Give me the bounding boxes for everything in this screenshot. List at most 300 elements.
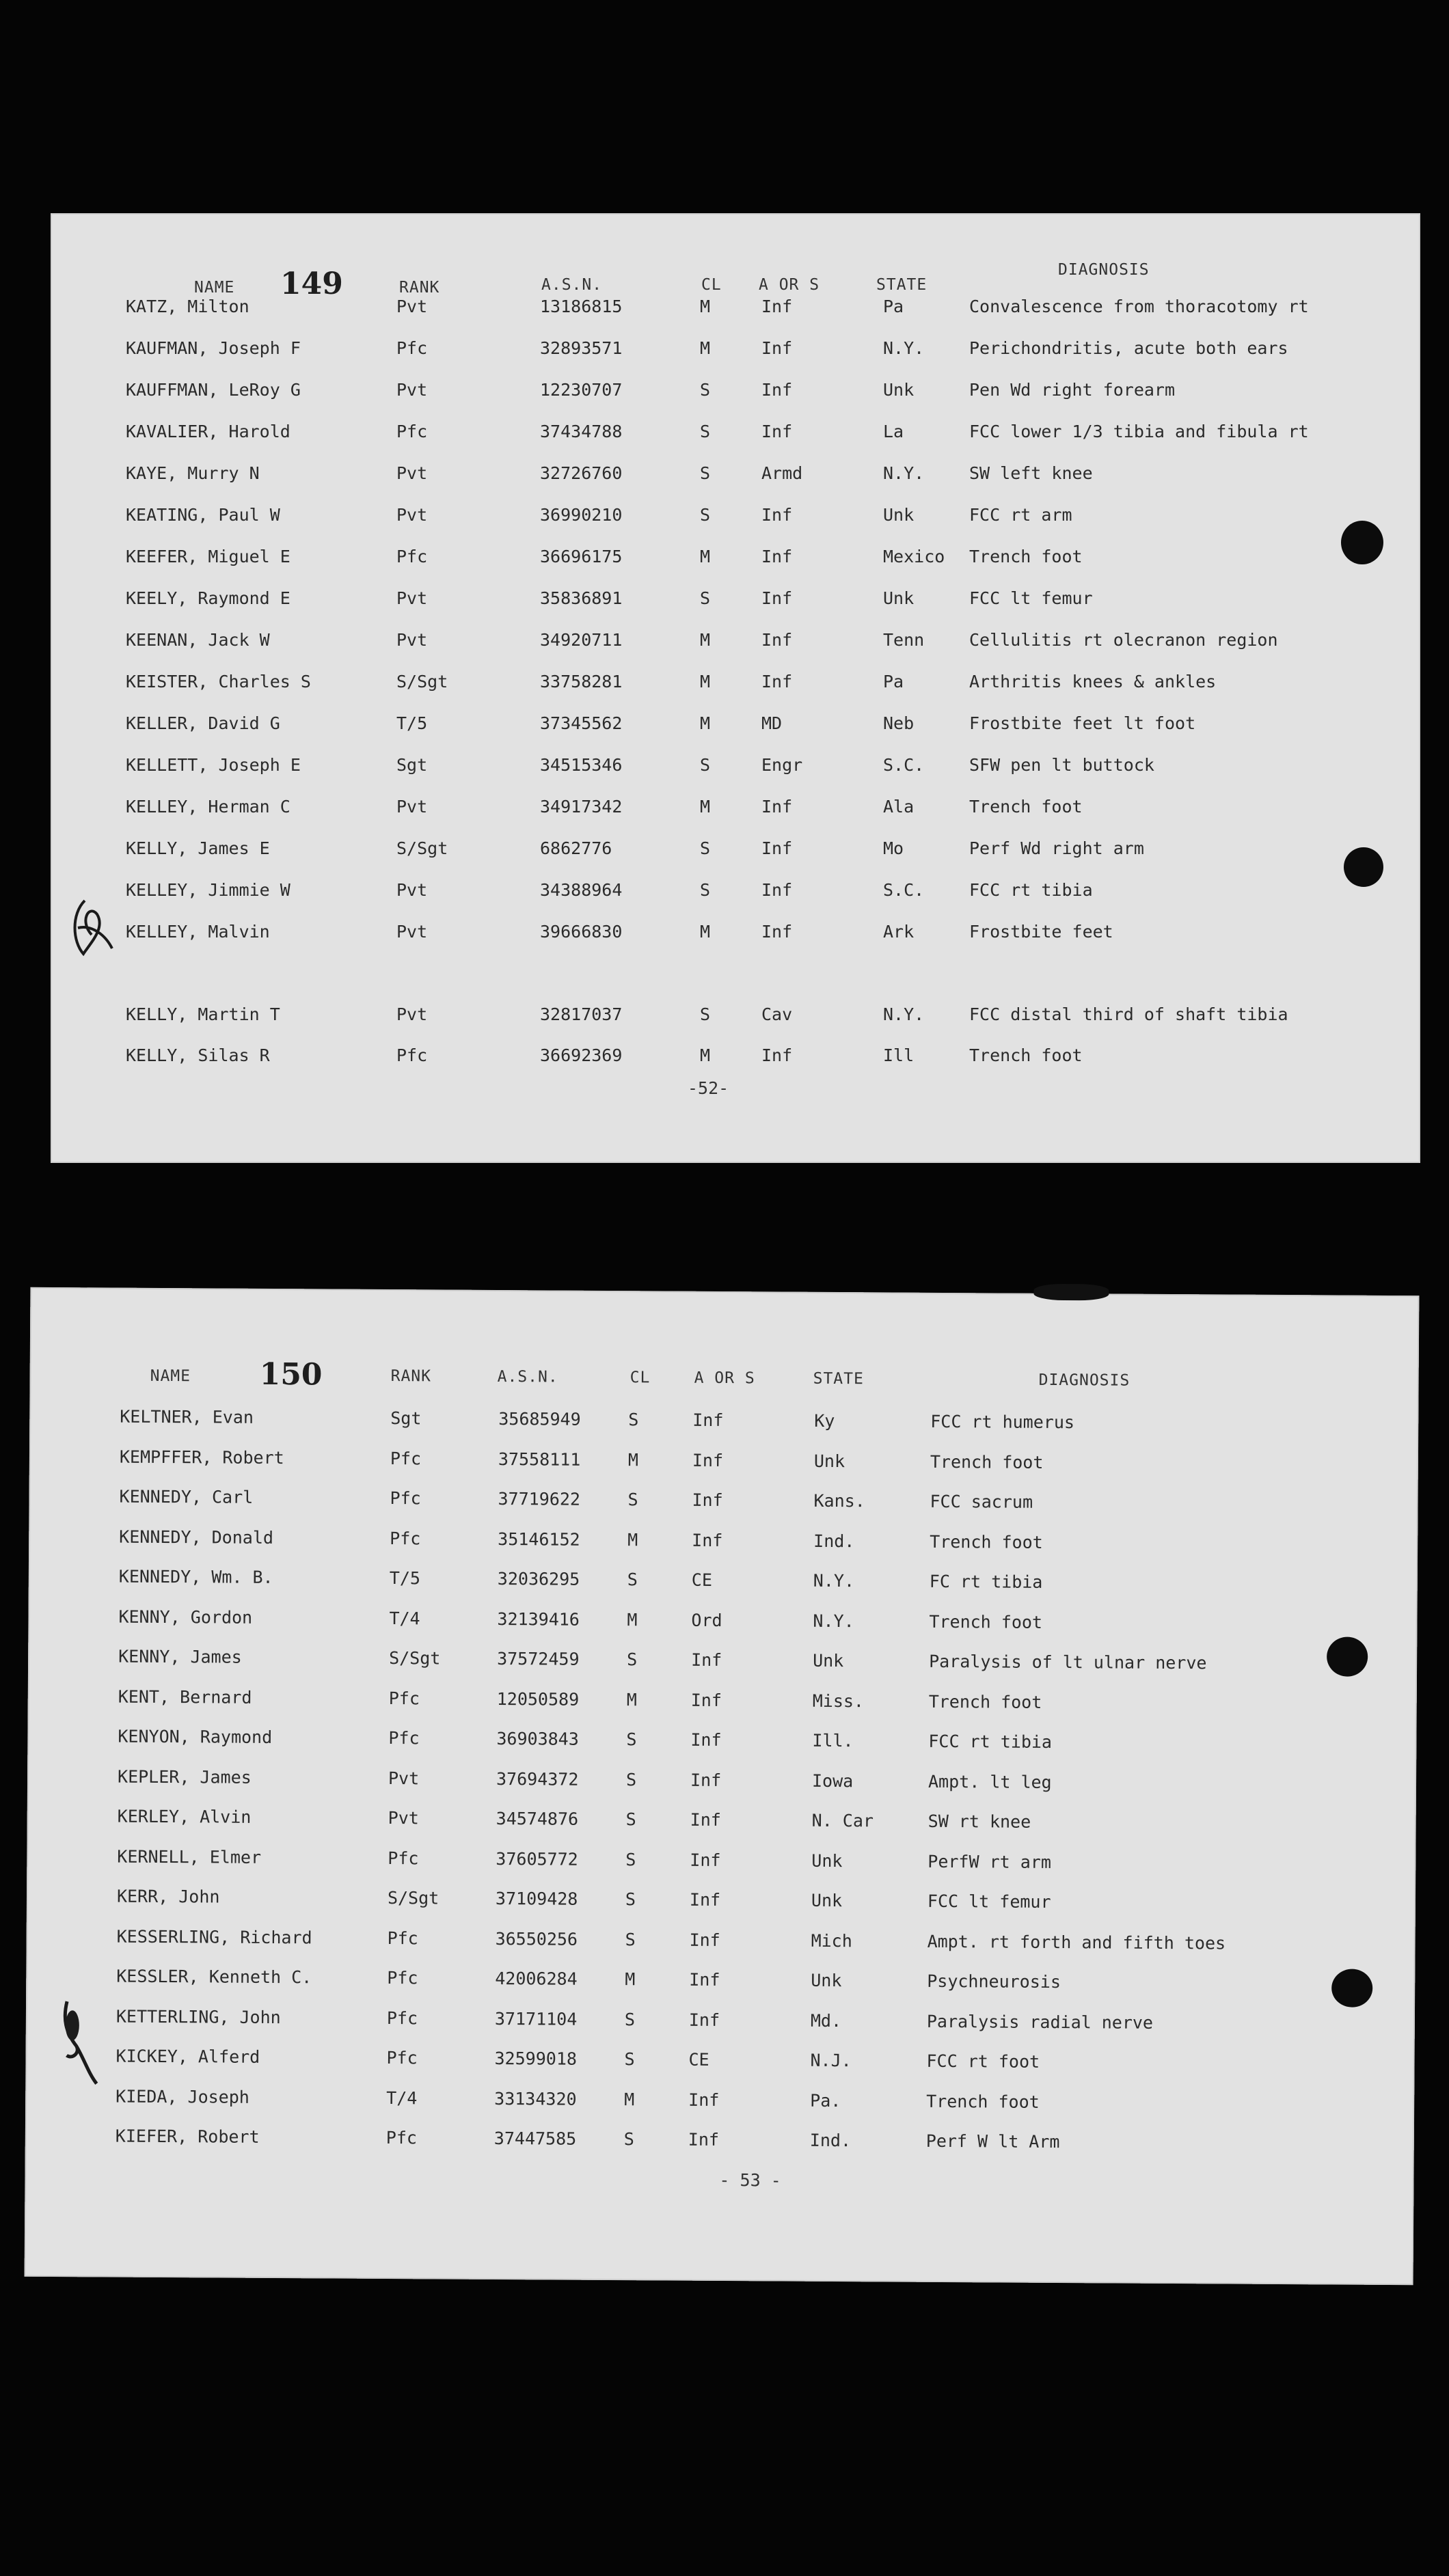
arm-or-service-cell: Inf xyxy=(690,1729,722,1750)
table-row xyxy=(27,1846,1416,1881)
patient-name-cell: KENNEDY, Donald xyxy=(119,1526,274,1548)
diagnosis-cell: SFW pen lt buttock xyxy=(969,755,1154,775)
state-cell: Neb xyxy=(883,713,915,733)
patient-name-cell: KIEDA, Joseph xyxy=(116,2086,249,2107)
class-cell: M xyxy=(700,547,711,566)
state-cell: La xyxy=(883,422,904,441)
class-cell: M xyxy=(700,297,711,316)
class-cell: S xyxy=(626,1729,637,1750)
diagnosis-cell: Pen Wd right forearm xyxy=(969,380,1176,400)
column-header-rank: RANK xyxy=(390,1367,432,1386)
rank-cell: T/5 xyxy=(389,1568,421,1589)
rank-cell: Pfc xyxy=(388,1688,420,1708)
patient-name-cell: KERLEY, Alvin xyxy=(117,1806,252,1827)
table-row xyxy=(27,1766,1416,1801)
army-serial-number-cell: 35836891 xyxy=(540,588,623,608)
diagnosis-cell: Trench foot xyxy=(969,797,1083,817)
arm-or-service-cell: Inf xyxy=(688,2010,720,2030)
diagnosis-cell: PerfW rt arm xyxy=(927,1851,1052,1872)
arm-or-service-cell: Inf xyxy=(689,1969,720,1990)
punch-hole-mark xyxy=(1344,847,1383,887)
class-cell: S xyxy=(700,588,711,608)
table-row xyxy=(51,672,1420,699)
diagnosis-cell: Trench foot xyxy=(926,2091,1040,2112)
arm-or-service-cell: Inf xyxy=(761,297,793,316)
army-serial-number-cell: 35146152 xyxy=(498,1529,580,1550)
army-serial-number-cell: 33134320 xyxy=(494,2088,577,2109)
arm-or-service-cell: Inf xyxy=(688,2129,720,2150)
state-cell: Ill xyxy=(883,1045,915,1065)
rank-cell: Pvt xyxy=(396,297,428,316)
arm-or-service-cell: Inf xyxy=(690,1850,721,1870)
state-cell: Unk xyxy=(813,1650,844,1671)
diagnosis-cell: FCC distal third of shaft tibia xyxy=(969,1004,1288,1024)
diagnosis-cell: FCC lower 1/3 tibia and fibula rt xyxy=(969,422,1309,441)
patient-name-cell: KAYE, Murry N xyxy=(126,463,260,483)
table-row xyxy=(51,1004,1420,1032)
diagnosis-cell: Cellulitis rt olecranon region xyxy=(969,630,1278,650)
state-cell: N.Y. xyxy=(883,463,925,483)
arm-or-service-cell: Inf xyxy=(689,1930,720,1950)
state-cell: Pa xyxy=(883,297,904,316)
patient-name-cell: KETTERLING, John xyxy=(116,2006,281,2027)
state-cell: Pa. xyxy=(810,2090,841,2111)
rank-cell: Pvt xyxy=(396,505,428,525)
patient-name-cell: KENNEDY, Carl xyxy=(119,1486,254,1507)
patient-name-cell: KESSLER, Kenneth C. xyxy=(116,1966,312,1988)
class-cell: S xyxy=(623,2129,634,2150)
class-cell: M xyxy=(700,672,711,691)
punch-hole-mark xyxy=(1331,1969,1372,2007)
patient-name-cell: KEEFER, Miguel E xyxy=(126,547,290,566)
patient-name-cell: KEELY, Raymond E xyxy=(126,588,290,608)
rank-cell: Sgt xyxy=(390,1408,422,1429)
arm-or-service-cell: Inf xyxy=(761,338,793,358)
rank-cell: Pfc xyxy=(390,1488,421,1509)
punch-hole-mark xyxy=(1341,521,1383,564)
class-cell: S xyxy=(700,1004,711,1024)
arm-or-service-cell: Inf xyxy=(689,1889,721,1910)
army-serial-number-cell: 34917342 xyxy=(540,797,623,817)
table-row xyxy=(51,297,1420,324)
patient-name-cell: KESSERLING, Richard xyxy=(116,1926,312,1947)
state-cell: Pa xyxy=(883,672,904,691)
arm-or-service-cell: Inf xyxy=(761,880,793,900)
table-row xyxy=(51,422,1420,449)
class-cell: S xyxy=(625,1809,636,1830)
state-cell: Mexico xyxy=(883,547,945,566)
column-header-cl: CL xyxy=(629,1369,651,1387)
state-cell: S.C. xyxy=(883,880,925,900)
army-serial-number-cell: 32036295 xyxy=(497,1568,580,1589)
army-serial-number-cell: 39666830 xyxy=(540,922,623,942)
rank-cell: S/Sgt xyxy=(387,1888,439,1908)
column-header-asn: A.S.N. xyxy=(541,276,603,294)
diagnosis-cell: FCC sacrum xyxy=(930,1491,1033,1512)
rank-cell: Pvt xyxy=(396,588,428,608)
rank-cell: Pvt xyxy=(388,1768,420,1788)
diagnosis-cell: FCC rt tibia xyxy=(969,880,1093,900)
patient-name-cell: KEENAN, Jack W xyxy=(126,630,270,650)
page-footer: - 53 - xyxy=(719,2169,781,2191)
rank-cell: Pvt xyxy=(396,463,428,483)
table-row xyxy=(51,630,1420,657)
arm-or-service-cell: Inf xyxy=(688,2089,720,2110)
state-cell: N.Y. xyxy=(883,338,925,358)
state-cell: Tenn xyxy=(883,630,925,650)
army-serial-number-cell: 37434788 xyxy=(540,422,623,441)
table-row xyxy=(51,547,1420,574)
table-row xyxy=(51,505,1420,532)
diagnosis-cell: FCC rt foot xyxy=(926,2051,1040,2072)
army-serial-number-cell: 32139416 xyxy=(497,1608,580,1630)
army-serial-number-cell: 37447585 xyxy=(493,2128,577,2149)
army-serial-number-cell: 36903843 xyxy=(496,1728,579,1749)
state-cell: Ill. xyxy=(812,1730,854,1751)
diagnosis-cell: SW left knee xyxy=(969,463,1093,483)
table-row xyxy=(29,1406,1418,1442)
punch-hole-mark xyxy=(1327,1636,1368,1676)
diagnosis-cell: Trench foot xyxy=(929,1611,1043,1632)
table-row xyxy=(51,463,1420,491)
arm-or-service-cell: Inf xyxy=(761,380,793,400)
diagnosis-cell: Trench foot xyxy=(969,547,1083,566)
rank-cell: S/Sgt xyxy=(396,672,448,691)
column-header-name: NAME xyxy=(150,1367,191,1386)
column-header-state: STATE xyxy=(876,276,927,294)
army-serial-number-cell: 36990210 xyxy=(540,505,623,525)
rank-cell: Pfc xyxy=(396,422,428,441)
pencil-scribble-mark xyxy=(64,894,119,962)
diagnosis-cell: Ampt. lt leg xyxy=(927,1771,1052,1792)
arm-or-service-cell: Inf xyxy=(692,1410,724,1431)
army-serial-number-cell: 32726760 xyxy=(540,463,623,483)
column-header-diagnosis: DIAGNOSIS xyxy=(1038,1371,1130,1390)
patient-name-cell: KAUFMAN, Joseph F xyxy=(126,338,301,358)
state-cell: Miss. xyxy=(812,1690,865,1711)
class-cell: S xyxy=(625,1849,636,1869)
class-cell: S xyxy=(627,1649,638,1670)
class-cell: M xyxy=(700,630,711,650)
patient-name-cell: KAVALIER, Harold xyxy=(126,422,290,441)
rank-cell: Pfc xyxy=(396,547,428,566)
patient-name-cell: KAUFFMAN, LeRoy G xyxy=(126,380,301,400)
rank-cell: S/Sgt xyxy=(389,1648,441,1669)
state-cell: N. Car xyxy=(811,1810,874,1831)
state-cell: Unk xyxy=(811,1850,843,1871)
table-row xyxy=(28,1606,1417,1641)
army-serial-number-cell: 34574876 xyxy=(496,1808,579,1829)
state-cell: Unk xyxy=(811,1970,842,1991)
army-serial-number-cell: 32817037 xyxy=(540,1004,623,1024)
patient-name-cell: KATZ, Milton xyxy=(126,297,249,316)
diagnosis-cell: Arthritis knees & ankles xyxy=(969,672,1217,691)
class-cell: S xyxy=(700,838,711,858)
rank-cell: Pvt xyxy=(396,630,428,650)
rank-cell: Pvt xyxy=(396,380,428,400)
state-cell: Unk xyxy=(813,1451,845,1471)
rank-cell: Pfc xyxy=(396,338,428,358)
state-cell: N.Y. xyxy=(813,1611,854,1631)
diagnosis-cell: Paralysis of lt ulnar nerve xyxy=(929,1651,1207,1673)
arm-or-service-cell: Cav xyxy=(761,1004,793,1024)
arm-or-service-cell: Engr xyxy=(761,755,803,775)
patient-name-cell: KENNY, James xyxy=(118,1646,242,1667)
army-serial-number-cell: 36692369 xyxy=(540,1045,623,1065)
record-card-page-53 xyxy=(25,1287,1420,2285)
state-cell: Ky xyxy=(814,1410,835,1431)
table-row xyxy=(29,1526,1418,1561)
page-footer: -52- xyxy=(688,1078,729,1098)
state-cell: N.Y. xyxy=(813,1570,855,1591)
table-row xyxy=(27,1726,1416,1762)
state-cell: Mich xyxy=(811,1930,852,1951)
diagnosis-cell: SW rt knee xyxy=(927,1811,1031,1832)
class-cell: S xyxy=(627,1490,638,1510)
diagnosis-cell: Perichondritis, acute both ears xyxy=(969,338,1288,358)
arm-or-service-cell: Inf xyxy=(761,547,793,566)
rank-cell: Pvt xyxy=(388,1808,419,1828)
army-serial-number-cell: 12050589 xyxy=(496,1688,580,1710)
state-cell: Unk xyxy=(883,380,915,400)
state-cell: Unk xyxy=(811,1890,843,1911)
column-header-a-or-s: A OR S xyxy=(759,276,820,294)
rank-cell: Pfc xyxy=(388,1728,420,1749)
table-row xyxy=(51,588,1420,616)
rank-cell: T/5 xyxy=(396,713,428,733)
arm-or-service-cell: Ord xyxy=(691,1610,722,1630)
patient-name-cell: KELTNER, Evan xyxy=(120,1406,254,1427)
rank-cell: Pfc xyxy=(396,1045,428,1065)
patient-name-cell: KELLY, Silas R xyxy=(126,1045,270,1065)
table-row xyxy=(51,338,1420,366)
table-row xyxy=(29,1486,1418,1522)
arm-or-service-cell: Inf xyxy=(690,1690,722,1710)
patient-name-cell: KENYON, Raymond xyxy=(118,1726,273,1747)
army-serial-number-cell: 34388964 xyxy=(540,880,623,900)
column-header-state: STATE xyxy=(813,1369,864,1388)
diagnosis-cell: FCC lt femur xyxy=(969,588,1093,608)
table-row xyxy=(26,1926,1415,1961)
rank-cell: Pfc xyxy=(386,2048,418,2068)
army-serial-number-cell: 37572459 xyxy=(497,1648,580,1669)
diagnosis-cell: Paralysis radial nerve xyxy=(926,2011,1154,2033)
diagnosis-cell: Psychneurosis xyxy=(927,1971,1061,1992)
patient-name-cell: KEATING, Paul W xyxy=(126,505,280,525)
army-serial-number-cell: 34920711 xyxy=(540,630,623,650)
page-number: 149 xyxy=(280,266,343,301)
column-header-name: NAME xyxy=(194,279,235,297)
table-row xyxy=(51,922,1420,949)
state-cell: Ala xyxy=(883,797,915,817)
torn-edge-mark xyxy=(1033,1284,1109,1301)
class-cell: S xyxy=(700,422,711,441)
arm-or-service-cell: Inf xyxy=(690,1809,721,1830)
army-serial-number-cell: 13186815 xyxy=(540,297,623,316)
arm-or-service-cell: CE xyxy=(688,2049,709,2070)
table-row xyxy=(51,797,1420,824)
table-row xyxy=(28,1646,1417,1682)
diagnosis-cell: Frostbite feet lt foot xyxy=(969,713,1196,733)
arm-or-service-cell: Armd xyxy=(761,463,803,483)
table-row xyxy=(25,2046,1414,2081)
state-cell: Mo xyxy=(883,838,904,858)
class-cell: M xyxy=(624,2089,635,2109)
arm-or-service-cell: Inf xyxy=(761,838,793,858)
patient-name-cell: KEPLER, James xyxy=(117,1766,252,1787)
class-cell: S xyxy=(625,1929,636,1949)
rank-cell: Pvt xyxy=(396,880,428,900)
diagnosis-cell: Ampt. rt forth and fifth toes xyxy=(927,1931,1226,1954)
table-row xyxy=(27,1886,1416,1921)
patient-name-cell: KENT, Bernard xyxy=(118,1686,252,1708)
state-cell: Ark xyxy=(883,922,915,942)
page-number: 150 xyxy=(259,1356,323,1393)
patient-name-cell: KELLY, James E xyxy=(126,838,270,858)
army-serial-number-cell: 36550256 xyxy=(495,1928,578,1949)
class-cell: M xyxy=(625,1969,636,1990)
state-cell: Unk xyxy=(883,588,915,608)
table-row xyxy=(26,2005,1415,2041)
patient-name-cell: KICKEY, Alferd xyxy=(116,2046,260,2067)
army-serial-number-cell: 37558111 xyxy=(498,1449,581,1470)
patient-name-cell: KENNY, Gordon xyxy=(118,1606,253,1628)
state-cell: Md. xyxy=(810,2010,842,2031)
army-serial-number-cell: 37694372 xyxy=(496,1768,579,1790)
patient-name-cell: KEMPFFER, Robert xyxy=(119,1447,284,1468)
army-serial-number-cell: 37605772 xyxy=(496,1848,578,1869)
patient-name-cell: KELLETT, Joseph E xyxy=(126,755,301,775)
army-serial-number-cell: 33758281 xyxy=(540,672,623,691)
class-cell: M xyxy=(700,338,711,358)
patient-name-cell: KERNELL, Elmer xyxy=(117,1846,262,1867)
diagnosis-cell: Frostbite feet xyxy=(969,922,1113,942)
army-serial-number-cell: 36696175 xyxy=(540,547,623,566)
state-cell: Kans. xyxy=(813,1490,865,1511)
arm-or-service-cell: Inf xyxy=(692,1450,724,1470)
class-cell: S xyxy=(700,505,711,525)
patient-name-cell: KELLY, Martin T xyxy=(126,1004,280,1024)
class-cell: S xyxy=(625,1769,637,1790)
arm-or-service-cell: MD xyxy=(761,713,783,733)
army-serial-number-cell: 37109428 xyxy=(495,1888,578,1909)
army-serial-number-cell: 42006284 xyxy=(495,1968,578,1989)
column-header-diagnosis: DIAGNOSIS xyxy=(1058,261,1150,279)
rank-cell: Pfc xyxy=(387,1968,418,1988)
table-row xyxy=(26,1966,1415,2001)
patient-name-cell: KEISTER, Charles S xyxy=(126,672,311,691)
rank-cell: Pfc xyxy=(390,1528,421,1548)
army-serial-number-cell: 32599018 xyxy=(494,2048,578,2069)
army-serial-number-cell: 37719622 xyxy=(498,1488,581,1509)
patient-name-cell: KELLER, David G xyxy=(126,713,280,733)
class-cell: S xyxy=(700,880,711,900)
rank-cell: S/Sgt xyxy=(396,838,448,858)
rank-cell: Pfc xyxy=(390,1448,422,1468)
record-card-page-52 xyxy=(51,213,1420,1163)
rank-cell: Pfc xyxy=(385,2128,418,2148)
rank-cell: Pfc xyxy=(388,1848,419,1868)
column-header-cl: CL xyxy=(701,276,722,294)
class-cell: M xyxy=(627,1609,638,1630)
army-serial-number-cell: 34515346 xyxy=(540,755,623,775)
patient-name-cell: KELLEY, Malvin xyxy=(126,922,270,942)
diagnosis-cell: Trench foot xyxy=(930,1531,1043,1552)
state-cell: Iowa xyxy=(811,1770,854,1791)
table-row xyxy=(51,880,1420,907)
arm-or-service-cell: Inf xyxy=(761,630,793,650)
arm-or-service-cell: Inf xyxy=(761,505,793,525)
rank-cell: Pfc xyxy=(387,1928,418,1948)
pencil-scribble-mark xyxy=(46,1998,101,2087)
arm-or-service-cell: Inf xyxy=(761,1045,793,1065)
table-row xyxy=(51,755,1420,782)
diagnosis-cell: FCC rt humerus xyxy=(930,1411,1075,1433)
class-cell: S xyxy=(700,463,711,483)
rank-cell: Pfc xyxy=(386,2008,418,2028)
army-serial-number-cell: 32893571 xyxy=(540,338,623,358)
arm-or-service-cell: Inf xyxy=(761,797,793,817)
diagnosis-cell: Perf W lt Arm xyxy=(925,2130,1060,2152)
state-cell: Ind. xyxy=(813,1531,855,1551)
army-serial-number-cell: 35685949 xyxy=(498,1408,581,1429)
class-cell: S xyxy=(624,2009,636,2029)
patient-name-cell: KELLEY, Jimmie W xyxy=(126,880,290,900)
class-cell: M xyxy=(627,1529,638,1550)
diagnosis-cell: FCC lt femur xyxy=(927,1891,1051,1912)
arm-or-service-cell: Inf xyxy=(690,1770,722,1790)
rank-cell: Pvt xyxy=(396,922,428,942)
diagnosis-cell: Trench foot xyxy=(928,1691,1042,1712)
rank-cell: T/4 xyxy=(386,2087,418,2108)
table-row xyxy=(29,1446,1418,1481)
class-cell: S xyxy=(627,1570,638,1590)
diagnosis-cell: Perf Wd right arm xyxy=(969,838,1144,858)
diagnosis-cell: FC rt tibia xyxy=(929,1571,1043,1592)
diagnosis-cell: FCC rt tibia xyxy=(928,1731,1053,1752)
army-serial-number-cell: 12230707 xyxy=(540,380,623,400)
arm-or-service-cell: Inf xyxy=(692,1530,723,1550)
arm-or-service-cell: Inf xyxy=(761,672,793,691)
state-cell: S.C. xyxy=(883,755,925,775)
class-cell: S xyxy=(624,2049,635,2070)
army-serial-number-cell: 37171104 xyxy=(494,2008,578,2029)
state-cell: N.Y. xyxy=(883,1004,925,1024)
class-cell: M xyxy=(700,797,711,817)
table-row xyxy=(29,1566,1418,1602)
arm-or-service-cell: Inf xyxy=(761,922,793,942)
patient-name-cell: KENNEDY, Wm. B. xyxy=(118,1566,273,1587)
army-serial-number-cell: 6862776 xyxy=(540,838,612,858)
class-cell: M xyxy=(627,1449,639,1470)
column-header-asn: A.S.N. xyxy=(497,1367,558,1386)
patient-name-cell: KERR, John xyxy=(116,1886,220,1907)
table-row xyxy=(51,380,1420,407)
table-row xyxy=(25,2126,1414,2161)
table-row xyxy=(25,2085,1414,2121)
diagnosis-cell: FCC rt arm xyxy=(969,505,1072,525)
arm-or-service-cell: Inf xyxy=(761,422,793,441)
table-row xyxy=(51,838,1420,866)
column-header-a-or-s: A OR S xyxy=(694,1369,755,1388)
state-cell: Ind. xyxy=(809,2130,852,2151)
class-cell: S xyxy=(625,1889,636,1910)
column-header-rank: RANK xyxy=(399,279,440,297)
rank-cell: Pvt xyxy=(396,1004,428,1024)
arm-or-service-cell: Inf xyxy=(691,1649,722,1670)
state-cell: N.J. xyxy=(810,2050,852,2071)
diagnosis-cell: Convalescence from thoracotomy rt xyxy=(969,297,1309,316)
